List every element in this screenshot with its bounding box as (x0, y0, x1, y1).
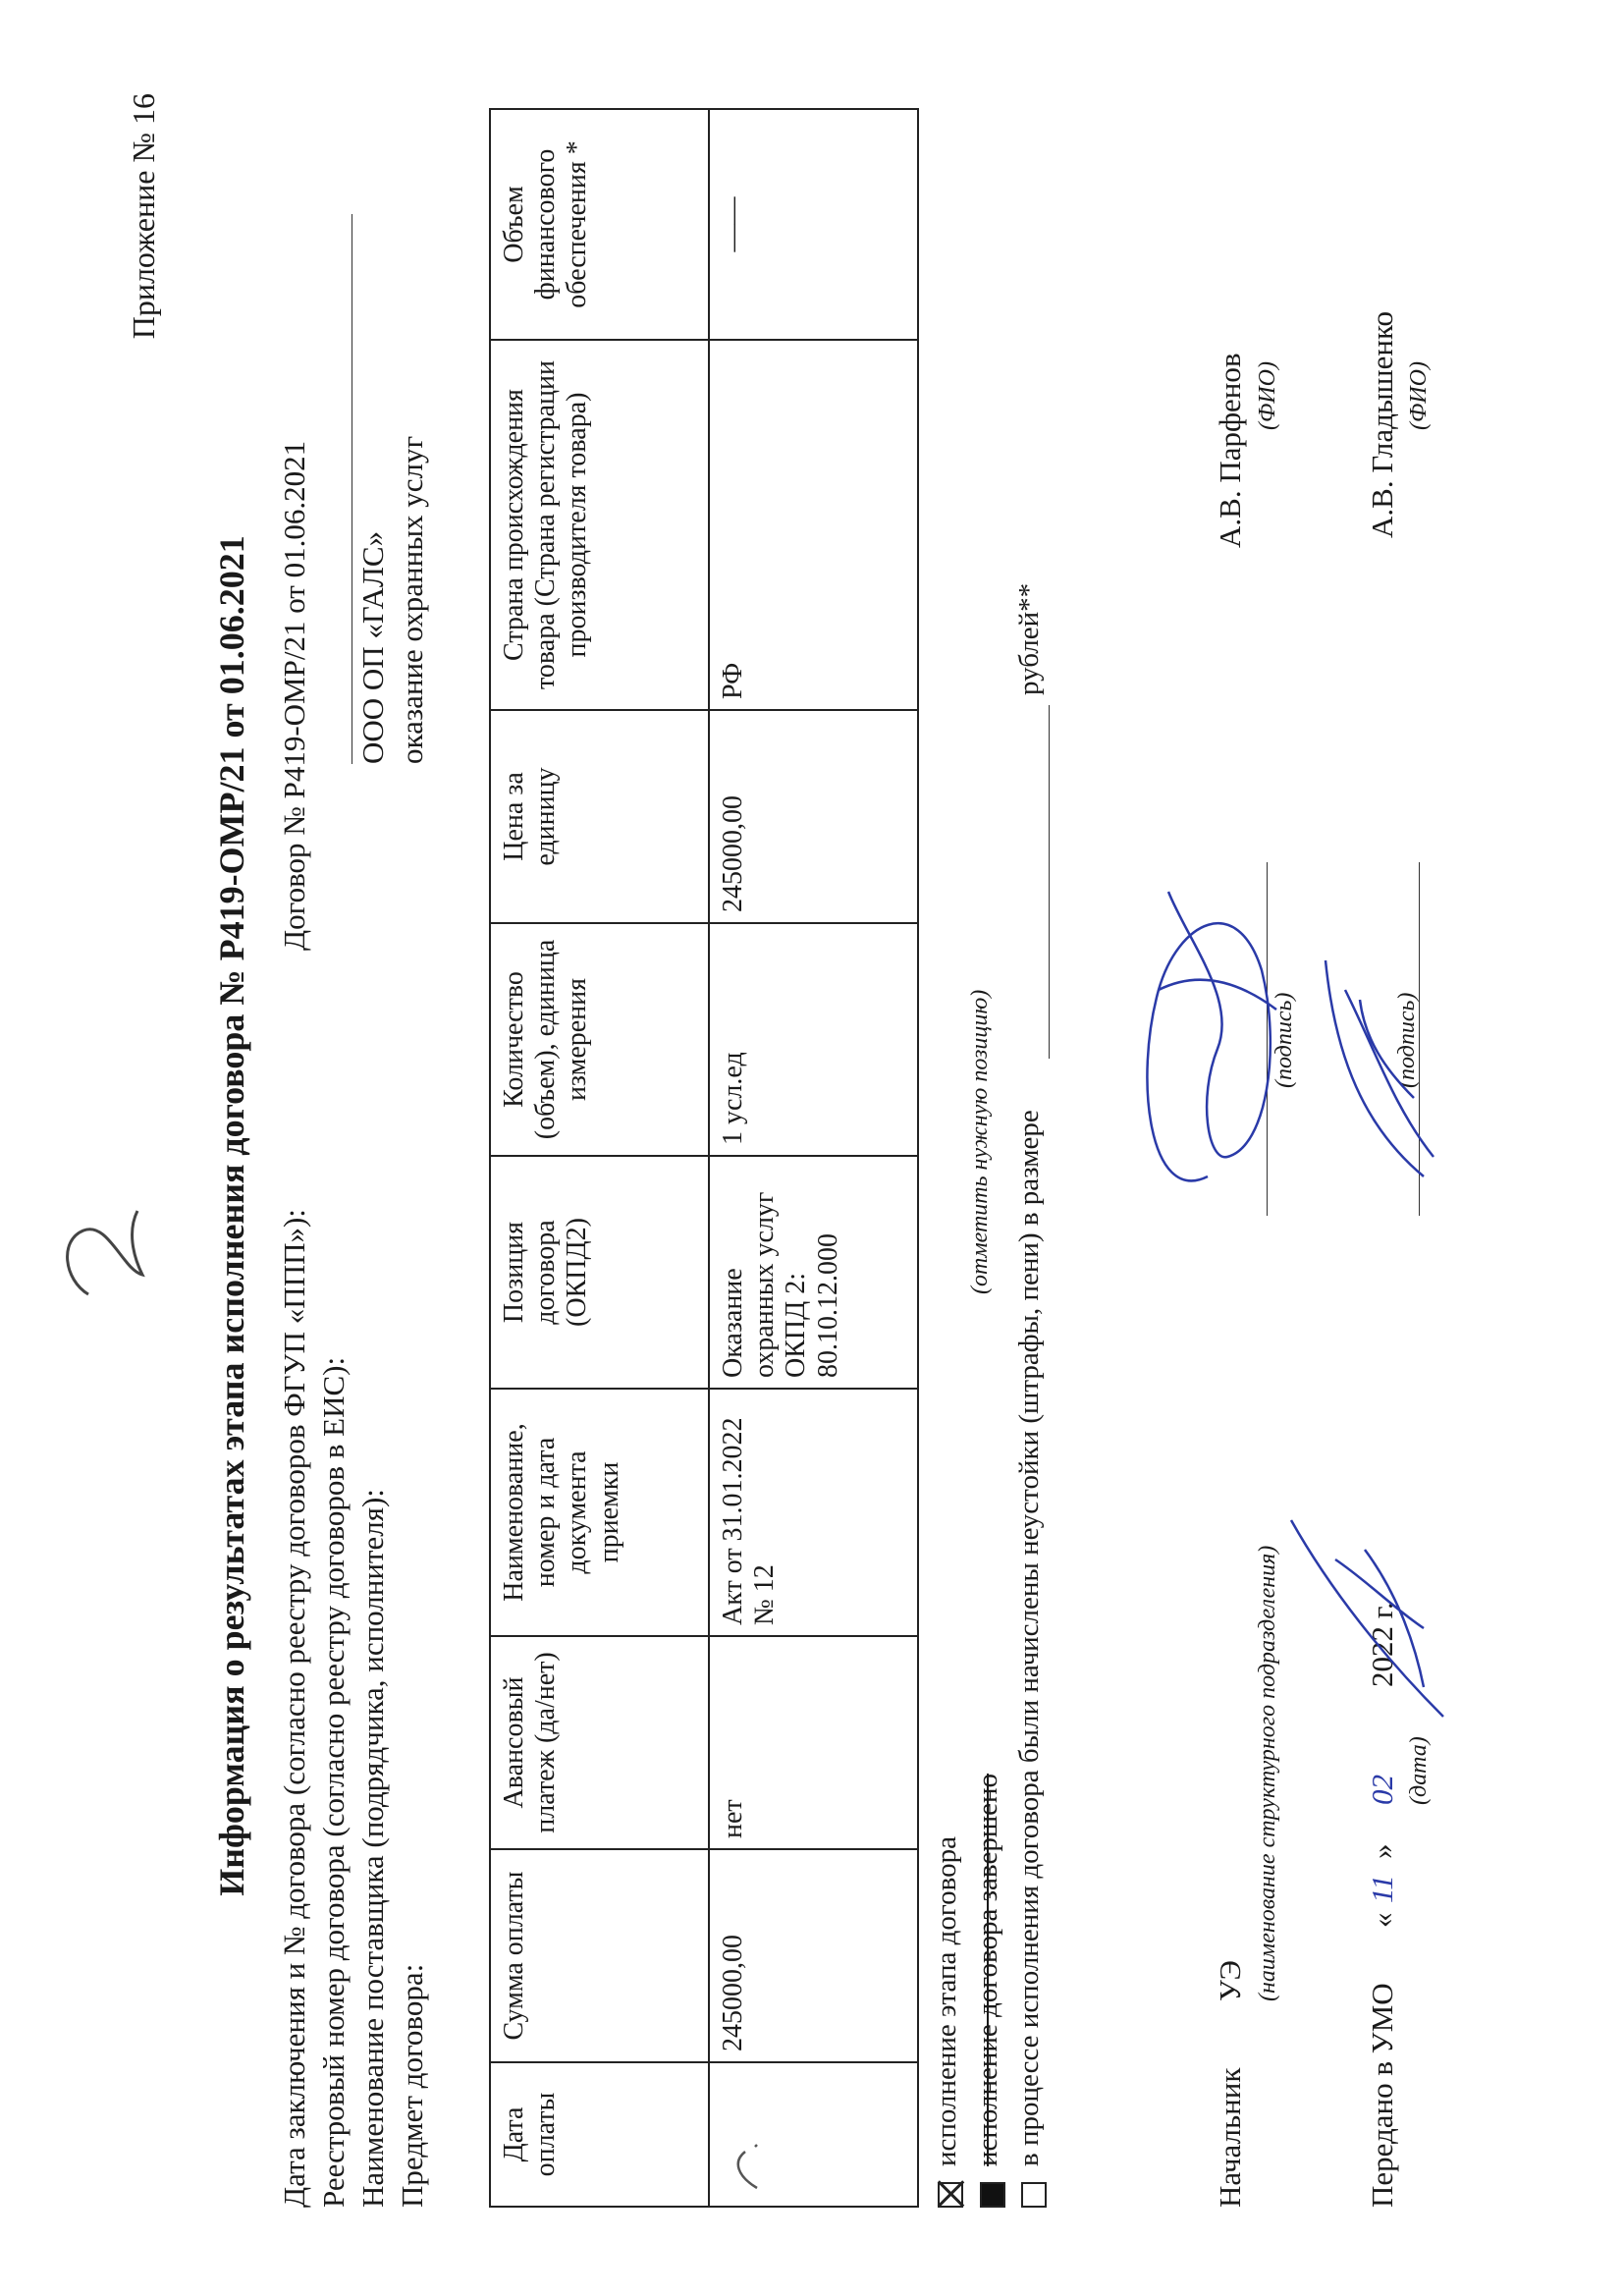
date-day: 11 (1365, 1875, 1399, 1903)
page-title: Информация о результатах этапа исполнения договора № Р419-ОМР/21 от 01.06.2021 (212, 535, 251, 1896)
advance-cell: нет (709, 1636, 918, 1849)
acceptance-document-cell: Акт от 31.01.2022 № 12 (709, 1389, 918, 1636)
unit-caption: (наименование структурного подразделения) (1255, 1545, 1280, 2001)
handwritten-mark (49, 1201, 157, 1309)
transfer-sign-caption: (подпись) (1394, 992, 1420, 1088)
completed-checkbox[interactable] (980, 2182, 1005, 2208)
mark-note: (отметить нужную позицию) (967, 989, 993, 1294)
penalty-checkbox-label: в процессе исполнения договора были начислены неустойки (штрафы, пени) в размере (1013, 1110, 1045, 2166)
transfer-name-caption: (ФИО) (1406, 361, 1432, 430)
results-table (489, 108, 919, 2208)
unit-price-cell: 245000,00 (709, 710, 918, 923)
transfer-signature (1306, 941, 1443, 1196)
subject-label: Предмет договора: (395, 1963, 429, 2208)
header-cell: Страна происхождения товара (Страна регистрации производителя товара) (490, 340, 709, 710)
country-cell: РФ (709, 340, 918, 710)
date-open-quote: « (1365, 1912, 1399, 1928)
date-month: 02 (1365, 1775, 1399, 1805)
appendix-number: Приложение № 16 (126, 93, 161, 340)
header-cell: Объем финансового обеспечения * (490, 109, 709, 340)
handwritten-scribble (718, 2137, 777, 2196)
header-cell: Авансовый платеж (да/нет) (490, 1636, 709, 1849)
registry-number-label: Реестровый номер договора (согласно реестру договоров в ЕИС): (316, 1356, 351, 2208)
date-year: 2022 г. (1365, 1602, 1399, 1687)
penalty-checkbox[interactable] (1021, 2182, 1047, 2208)
header-cell: Цена за единицу (490, 710, 709, 923)
penalty-suffix: рублей** (1013, 582, 1045, 695)
supplier-label: Наименование поставщика (подрядчика, исполнителя): (355, 1489, 390, 2208)
transfer-label: Передано в УМО (1365, 1983, 1399, 2208)
head-name: А.В. Парфенов (1213, 353, 1247, 548)
penalty-amount-line[interactable] (1049, 705, 1050, 1059)
quantity-cell: 1 усл.ед (709, 923, 918, 1156)
header-cell: Наименование, номер и дата документа приемки (490, 1389, 709, 1636)
date-caption: (дата) (1406, 1736, 1432, 1805)
transfer-date-signature (1276, 1491, 1463, 1746)
date-close-quote: » (1365, 1843, 1399, 1859)
table-row (709, 109, 918, 2207)
header-cell: Позиция договора (ОКПД2) (490, 1156, 709, 1389)
header-cell: Сумма оплаты (490, 1849, 709, 2062)
date-number-value: Договор № Р419-ОМР/21 от 01.06.2021 (277, 440, 311, 951)
head-label: Начальник (1213, 2067, 1247, 2208)
header-cell: Дата оплаты (490, 2062, 709, 2207)
head-signature (1129, 862, 1286, 1216)
stage-checkbox-label: исполнение этапа договора (931, 1836, 962, 2166)
transfer-name: А.В. Гладышенко (1365, 311, 1399, 538)
head-sign-caption: (подпись) (1271, 992, 1297, 1088)
stage-checkbox[interactable] (938, 2182, 963, 2208)
header-cell: Количество (объем), единица измерения (490, 923, 709, 1156)
completed-checkbox-label: исполнение договора завершено (972, 1773, 1003, 2166)
head-unit: УЭ (1213, 1959, 1247, 2001)
date-number-label: Дата заключения и № договора (согласно реестру договоров ФГУП «ППП»): (277, 1209, 311, 2208)
payment-date-cell (709, 2062, 918, 2207)
head-name-caption: (ФИО) (1255, 361, 1280, 430)
okpd2-cell: Оказание охранных услуг ОКПД 2: 80.10.12.000 (709, 1156, 918, 1389)
supplier-value: ООО ОП «ГАЛС» (355, 530, 390, 764)
payment-amount-cell: 245000,00 (709, 1849, 918, 2062)
table-header-row (490, 109, 709, 2207)
subject-value: оказание охранных услуг (395, 435, 429, 764)
financing-volume-cell: —— (709, 109, 918, 340)
